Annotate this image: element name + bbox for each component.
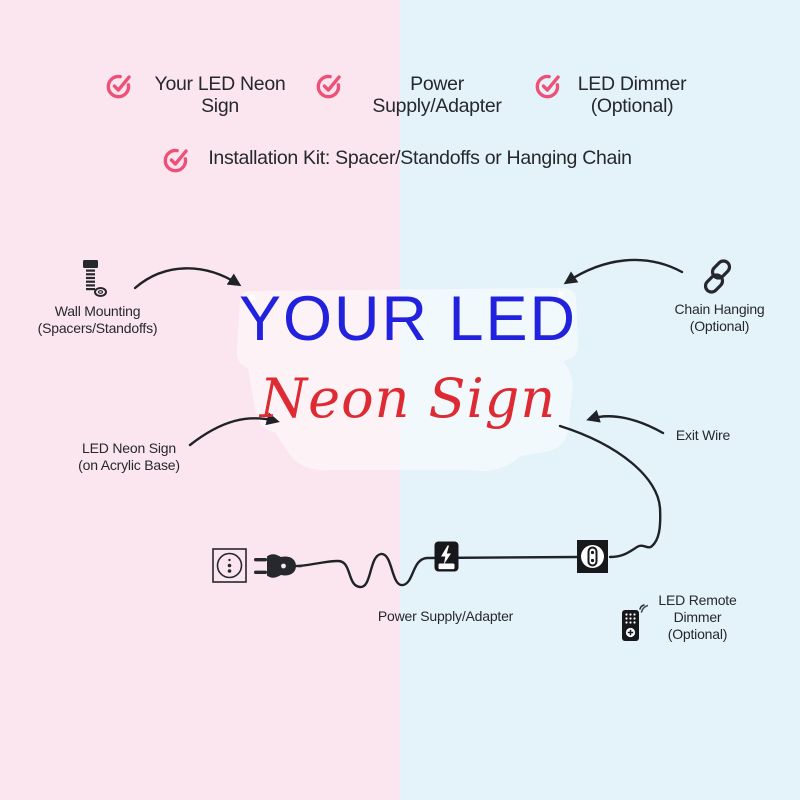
wall-mounting-label: Wall Mounting (Spacers/Standoffs)	[37, 303, 158, 336]
chain-hanging-label: Chain Hanging (Optional)	[674, 301, 765, 334]
power-adapter-icon	[434, 541, 459, 572]
led-neon-sign-label: LED Neon Sign (on Acrylic Base)	[78, 440, 180, 473]
check-circle-icon	[316, 72, 343, 99]
sign-subtitle: Neon Sign	[259, 367, 557, 430]
exit-wire-arrow	[590, 416, 663, 433]
checklist-item-dimmer: LED Dimmer (Optional)	[577, 73, 687, 117]
screw-icon	[80, 259, 107, 299]
check-circle-icon	[106, 72, 133, 99]
checklist-item-installation-kit: Installation Kit: Spacer/Standoffs or Hanging Chain	[208, 147, 632, 169]
checklist-item-neon-sign: Your LED Neon Sign	[154, 73, 286, 117]
dimmer-switch-icon	[577, 540, 608, 573]
sign-title: YOUR LED	[238, 284, 578, 354]
exit-wire-cable	[560, 426, 660, 557]
chain-link-icon	[699, 258, 737, 296]
chain-hanging-arrow	[567, 260, 682, 282]
power-supply-label: Power Supply/Adapter	[377, 608, 514, 624]
power-outlet-icon	[212, 548, 247, 583]
wall-mounting-arrow	[135, 268, 238, 288]
checklist-item-power-supply: Power Supply/Adapter	[372, 73, 502, 117]
check-circle-icon	[535, 72, 562, 99]
check-circle-icon	[163, 146, 190, 173]
exit-wire-label: Exit Wire	[675, 427, 731, 443]
led-remote-dimmer-label: LED Remote Dimmer (Optional)	[658, 592, 737, 642]
plug-icon	[254, 553, 302, 579]
